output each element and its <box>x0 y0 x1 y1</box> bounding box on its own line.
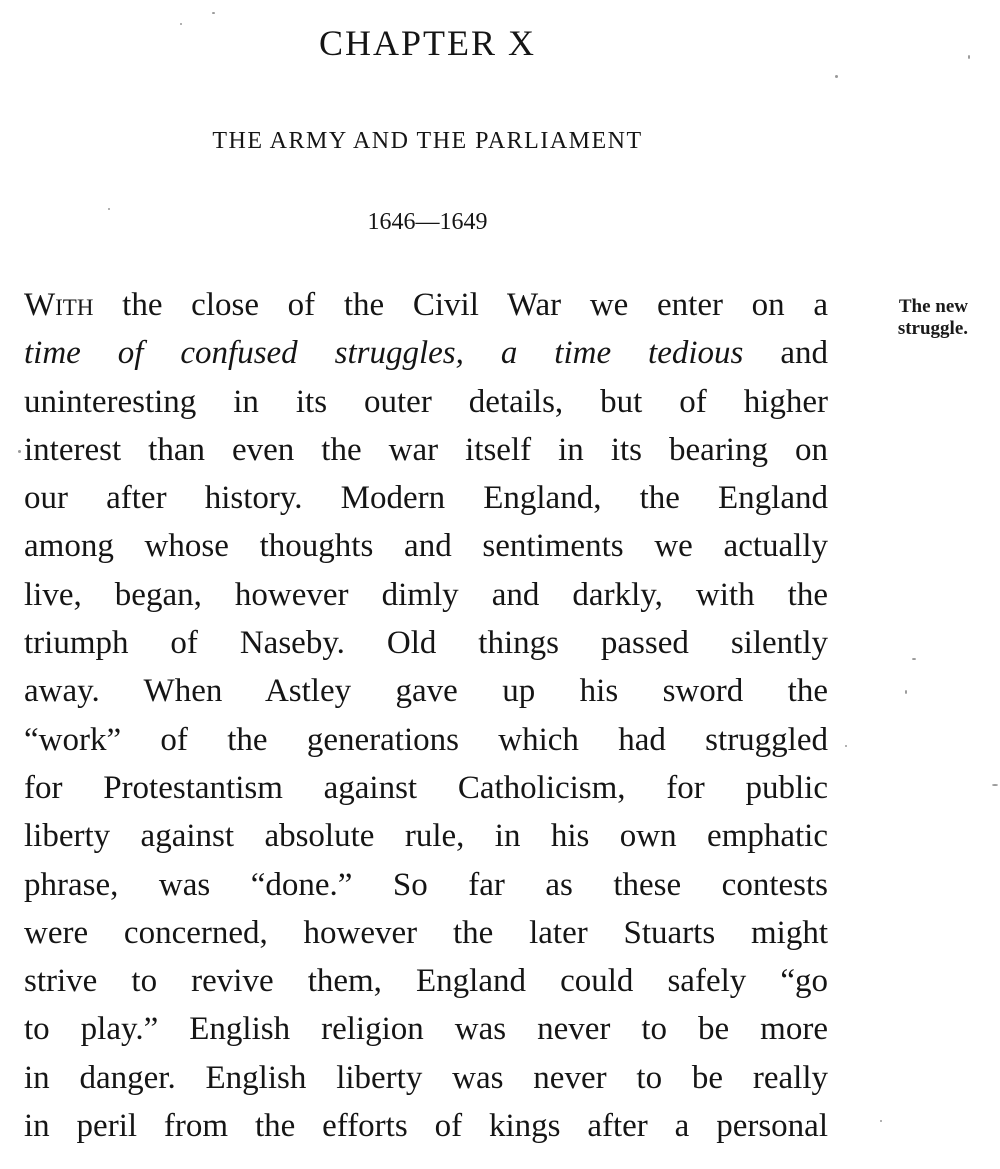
text-line: interest than even the war itself in its bearing on <box>24 431 828 468</box>
scan-speck <box>912 658 916 660</box>
line-text: the close of the Civil War we enter on a <box>93 287 828 323</box>
scan-speck <box>845 745 847 747</box>
text-line: strive to revive them, England could safely “go <box>24 963 828 1000</box>
text-line <box>24 329 828 377</box>
date-range: 1646—1649 <box>367 209 488 235</box>
text-line: liberty against absolute rule, in his own emphatic <box>24 818 828 855</box>
chapter-title: CHAPTER X <box>318 23 537 63</box>
text-line: to play.” English religion was never to be more <box>24 1011 828 1048</box>
scan-speck <box>18 450 21 453</box>
margin-note-line: struggle. <box>897 318 968 339</box>
italic-text: time of confused struggles, a time tedious <box>24 335 744 372</box>
text-line: “work” of the generations which had struggled <box>24 721 828 758</box>
text-line: away. When Astley gave up his sword the <box>24 673 828 710</box>
margin-note <box>858 296 968 340</box>
scan-speck <box>968 55 970 59</box>
lead-word: With <box>24 287 94 323</box>
text-line: were concerned, however the later Stuarts might <box>24 914 828 951</box>
text-line: in peril from the efforts of kings after a personal <box>24 1108 828 1145</box>
text-line: among whose thoughts and sentiments we actually <box>24 528 828 565</box>
body-paragraph <box>24 281 828 1150</box>
text-line: live, began, however dimly and darkly, with the <box>24 576 828 613</box>
scan-speck <box>180 23 182 25</box>
text-line: our after history. Modern England, the England <box>24 480 828 517</box>
text-line <box>24 281 828 329</box>
scan-speck <box>108 208 110 210</box>
scan-speck <box>835 75 838 78</box>
text-line: for Protestantism against Catholicism, for public <box>24 769 828 806</box>
text-line: phrase, was “done.” So far as these contests <box>24 866 828 903</box>
scan-speck <box>212 12 215 14</box>
line-text: and <box>743 335 828 372</box>
text-line: in danger. English liberty was never to be really <box>24 1059 828 1096</box>
margin-note-line: The new <box>898 296 968 317</box>
scan-speck <box>905 690 907 694</box>
text-line: triumph of Naseby. Old things passed silently <box>24 625 828 662</box>
scan-speck <box>992 784 998 786</box>
section-title: THE ARMY AND THE PARLIAMENT <box>212 128 643 154</box>
scan-speck <box>880 1120 882 1122</box>
text-line: uninteresting in its outer details, but of higher <box>24 383 828 420</box>
